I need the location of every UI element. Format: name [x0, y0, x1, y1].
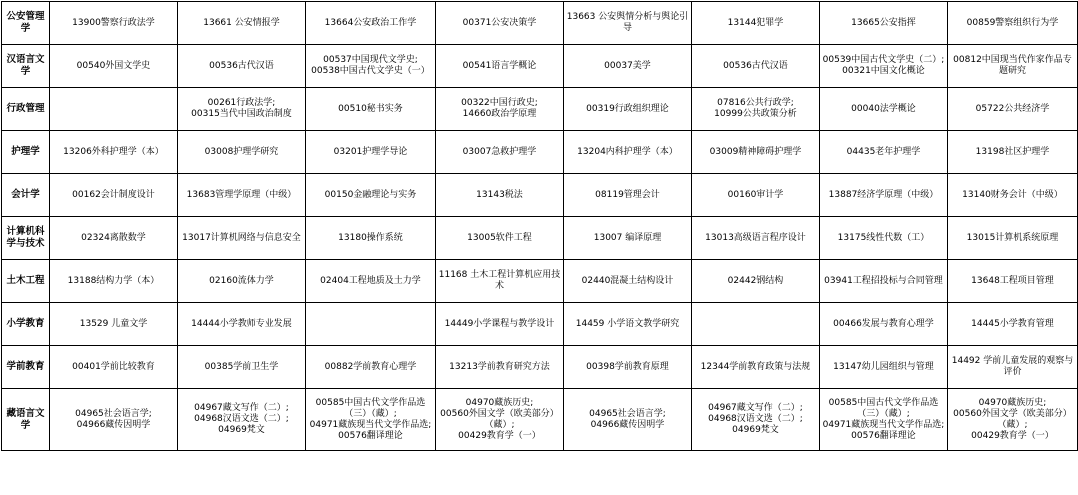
course-cell [178, 389, 306, 451]
course-cell [50, 2, 178, 45]
course-name: 04971藏族现当代文学作品选; [309, 419, 432, 430]
course-cell [178, 45, 306, 88]
major-name: 行政管理 [2, 88, 50, 131]
course-cell [178, 2, 306, 45]
course-name: 10999公共政策分析 [714, 109, 797, 119]
course-name: 02160流体力学 [209, 275, 274, 286]
course-cell [50, 303, 178, 346]
course-cell [948, 346, 1078, 389]
course-name: 13007 编译原理 [593, 232, 662, 243]
table-row [2, 174, 1078, 217]
course-name: 13204内科护理学（本） [577, 146, 678, 157]
course-cell [306, 346, 436, 389]
course-name: 03201护理学导论 [333, 146, 408, 157]
course-cell [948, 303, 1078, 346]
course-cell [564, 88, 692, 131]
course-name: 00882学前教育心理学 [324, 361, 417, 372]
course-cell [178, 260, 306, 303]
course-name: 13140财务会计（中级） [962, 189, 1063, 200]
course-cell [50, 131, 178, 174]
course-cell [306, 2, 436, 45]
course-cell [436, 174, 564, 217]
course-name: 07816公共行政学; [717, 98, 794, 108]
course-cell [178, 346, 306, 389]
course-name: 04967藏文写作（二）; [194, 403, 289, 413]
course-cell [948, 217, 1078, 260]
major-name: 藏语言文学 [2, 389, 50, 451]
major-name: 会计学 [2, 174, 50, 217]
course-cell [692, 45, 820, 88]
table-row [2, 303, 1078, 346]
course-name: 04965社会语言学; [589, 408, 666, 419]
course-cell [306, 217, 436, 260]
course-name: 13664公安政治工作学 [324, 17, 417, 28]
course-name: 00322中国行政史; [461, 98, 538, 108]
course-name: 13213学前教育研究方法 [449, 361, 550, 372]
course-cell [564, 260, 692, 303]
course-name: 04968汉语文选（二）; [708, 414, 803, 424]
course-name: 14449小学课程与教学设计 [444, 318, 555, 329]
course-name: 00398学前教育原理 [586, 361, 669, 372]
major-name: 学前教育 [2, 346, 50, 389]
course-cell [178, 131, 306, 174]
course-name: 00536古代汉语 [723, 60, 788, 71]
course-cell [306, 174, 436, 217]
course-name: 00538中国古代文学史（一） [311, 66, 430, 76]
course-cell [564, 2, 692, 45]
course-name: 00040法学概论 [851, 103, 916, 114]
course-name: 13017计算机网络与信息安全 [182, 232, 301, 243]
course-cell [692, 131, 820, 174]
course-cell [436, 88, 564, 131]
course-cell [50, 346, 178, 389]
course-cell [820, 131, 948, 174]
course-name: 04970藏族历史; [465, 397, 534, 408]
course-name: 14459 小学语文教学研究 [575, 318, 680, 329]
course-name: 00385学前卫生学 [204, 361, 279, 372]
course-name: 04969梵文 [732, 425, 779, 435]
course-name: 00560外国文学（欧美部分）（藏）; [953, 408, 1072, 430]
course-cell [306, 88, 436, 131]
course-name: 08119管理会计 [595, 189, 660, 200]
course-name: 03008护理学研究 [204, 146, 279, 157]
course-name: 02442钢结构 [727, 275, 784, 286]
course-name: 00812中国现当代作家作品专题研究 [953, 55, 1072, 76]
course-name: 04969梵文 [218, 425, 265, 435]
course-name: 00540外国文学史 [76, 60, 151, 71]
course-cell [306, 303, 436, 346]
course-cell [820, 389, 948, 451]
course-cell [564, 45, 692, 88]
course-name: 13013高级语言程序设计 [705, 232, 806, 243]
course-cell [50, 217, 178, 260]
course-cell [564, 217, 692, 260]
course-cell [692, 389, 820, 451]
table-row [2, 2, 1078, 45]
course-name: 13015计算机系统原理 [966, 232, 1059, 243]
course-cell [564, 346, 692, 389]
course-name: 04970藏族历史; [978, 397, 1047, 408]
course-cell [436, 217, 564, 260]
course-cell [948, 2, 1078, 45]
course-name: 13143税法 [476, 189, 523, 200]
course-name: 03941工程招投标与合同管理 [824, 275, 943, 286]
course-cell [50, 88, 178, 131]
course-name: 13887经济学原理（中级） [828, 189, 939, 200]
course-name: 00510秘书实务 [338, 103, 403, 114]
course-name: 13665公安指挥 [851, 17, 916, 28]
major-name: 土木工程 [2, 260, 50, 303]
course-name: 05722公共经济学 [975, 103, 1050, 114]
course-name: 00319行政组织理论 [586, 103, 669, 114]
course-cell [692, 303, 820, 346]
course-name: 13661 公安情报学 [203, 17, 280, 28]
course-cell [948, 174, 1078, 217]
course-cell [692, 260, 820, 303]
course-cell [692, 217, 820, 260]
course-cell [50, 174, 178, 217]
course-name: 13144犯罪学 [727, 17, 784, 28]
course-name: 13175线性代数（工） [837, 232, 930, 243]
major-name: 小学教育 [2, 303, 50, 346]
course-cell [948, 260, 1078, 303]
course-name: 13005软件工程 [467, 232, 532, 243]
course-name: 00576翻译理论 [338, 430, 403, 441]
course-name: 13147幼儿园组织与管理 [833, 361, 934, 372]
course-cell [436, 389, 564, 451]
course-name: 02440混凝土结构设计 [581, 275, 674, 286]
course-cell [692, 346, 820, 389]
course-cell [50, 45, 178, 88]
course-cell [436, 346, 564, 389]
course-cell [820, 260, 948, 303]
course-name: 13206外科护理学（本） [63, 146, 164, 157]
course-name: 13529 儿童文学 [79, 318, 148, 329]
course-cell [820, 346, 948, 389]
course-name: 00585中国古代文学作品选（三）（藏）; [315, 397, 426, 419]
course-cell [692, 2, 820, 45]
major-name: 公安管理学 [2, 2, 50, 45]
course-name: 13180操作系统 [338, 232, 403, 243]
course-name: 13683管理学原理（中级） [186, 189, 297, 200]
course-cell [820, 45, 948, 88]
course-name: 12344学前教育政策与法规 [700, 361, 811, 372]
course-name: 00576翻译理论 [851, 430, 916, 441]
course-cell [436, 260, 564, 303]
course-name: 00585中国古代文学作品选（三）（藏）; [828, 397, 939, 419]
course-name: 04966藏传因明学 [76, 419, 151, 430]
course-cell [564, 389, 692, 451]
course-name: 13648工程项目管理 [971, 275, 1054, 286]
table-row [2, 217, 1078, 260]
course-cell [436, 45, 564, 88]
table-row [2, 346, 1078, 389]
course-name: 00537中国现代文学史; [323, 55, 418, 65]
course-name: 00429教育学（一） [458, 430, 541, 441]
course-name: 03007急救护理学 [462, 146, 537, 157]
course-name: 13900警察行政法学 [72, 17, 155, 28]
course-name: 00150金融理论与实务 [324, 189, 417, 200]
course-name: 11168 土木工程计算机应用技术 [438, 270, 561, 291]
course-cell [948, 131, 1078, 174]
course-cell [820, 217, 948, 260]
course-name: 00466发展与教育心理学 [833, 318, 934, 329]
course-cell [692, 88, 820, 131]
course-name: 13188结构力学（本） [67, 275, 160, 286]
course-name: 00541语言学概论 [462, 60, 537, 71]
table-row [2, 131, 1078, 174]
course-name: 02404工程地质及土力学 [320, 275, 421, 286]
course-name: 00560外国文学（欧美部分）（藏）; [440, 408, 559, 430]
table-body [2, 2, 1078, 451]
table-row [2, 389, 1078, 451]
course-cell [948, 88, 1078, 131]
course-cell [436, 2, 564, 45]
course-cell [692, 174, 820, 217]
course-cell [178, 174, 306, 217]
course-cell [564, 174, 692, 217]
course-cell [820, 174, 948, 217]
course-cell [178, 303, 306, 346]
course-cell [306, 260, 436, 303]
course-name: 00315当代中国政治制度 [191, 109, 292, 119]
course-cell [820, 88, 948, 131]
major-name: 护理学 [2, 131, 50, 174]
course-name: 04967藏文写作（二）; [708, 403, 803, 413]
course-name: 00371公安决策学 [462, 17, 537, 28]
course-cell [436, 303, 564, 346]
course-name: 00859警察组织行为学 [966, 17, 1059, 28]
course-name: 00037美学 [604, 60, 651, 71]
exam-schedule-table [1, 1, 1078, 451]
course-cell [820, 2, 948, 45]
course-cell [564, 303, 692, 346]
course-name: 00539中国古代文学史（二）; [822, 55, 945, 65]
course-name: 04968汉语文选（二）; [194, 414, 289, 424]
course-name: 00536古代汉语 [209, 60, 274, 71]
course-cell [178, 88, 306, 131]
course-name: 04971藏族现当代文学作品选; [822, 419, 945, 430]
course-cell [306, 45, 436, 88]
course-name: 14660政治学原理 [462, 109, 537, 119]
course-name: 00401学前比较教育 [72, 361, 155, 372]
major-name: 计算机科学与技术 [2, 217, 50, 260]
table-row [2, 45, 1078, 88]
course-name: 00160审计学 [727, 189, 784, 200]
course-name: 13663 公安舆情分析与舆论引导 [566, 12, 689, 33]
course-name: 00261行政法学; [207, 98, 276, 108]
course-name: 00429教育学（一） [971, 430, 1054, 441]
course-name: 00162会计制度设计 [72, 189, 155, 200]
course-name: 00321中国文化概论 [842, 66, 925, 76]
course-cell [436, 131, 564, 174]
course-name: 04966藏传因明学 [590, 419, 665, 430]
course-name: 04435老年护理学 [846, 146, 921, 157]
course-cell [178, 217, 306, 260]
course-name: 14445小学教育管理 [971, 318, 1054, 329]
course-cell [50, 389, 178, 451]
course-cell [948, 45, 1078, 88]
course-name: 04965社会语言学; [75, 408, 152, 419]
course-cell [306, 389, 436, 451]
course-name: 03009精神障碍护理学 [709, 146, 802, 157]
major-name: 汉语言文学 [2, 45, 50, 88]
course-cell [564, 131, 692, 174]
course-name: 02324离散数学 [81, 232, 146, 243]
table-row [2, 88, 1078, 131]
course-name: 14492 学前儿童发展的观察与评价 [951, 356, 1074, 377]
course-cell [948, 389, 1078, 451]
course-name: 13198社区护理学 [975, 146, 1050, 157]
course-cell [306, 131, 436, 174]
course-cell [50, 260, 178, 303]
course-name: 14444小学教师专业发展 [191, 318, 292, 329]
table-row [2, 260, 1078, 303]
course-cell [820, 303, 948, 346]
